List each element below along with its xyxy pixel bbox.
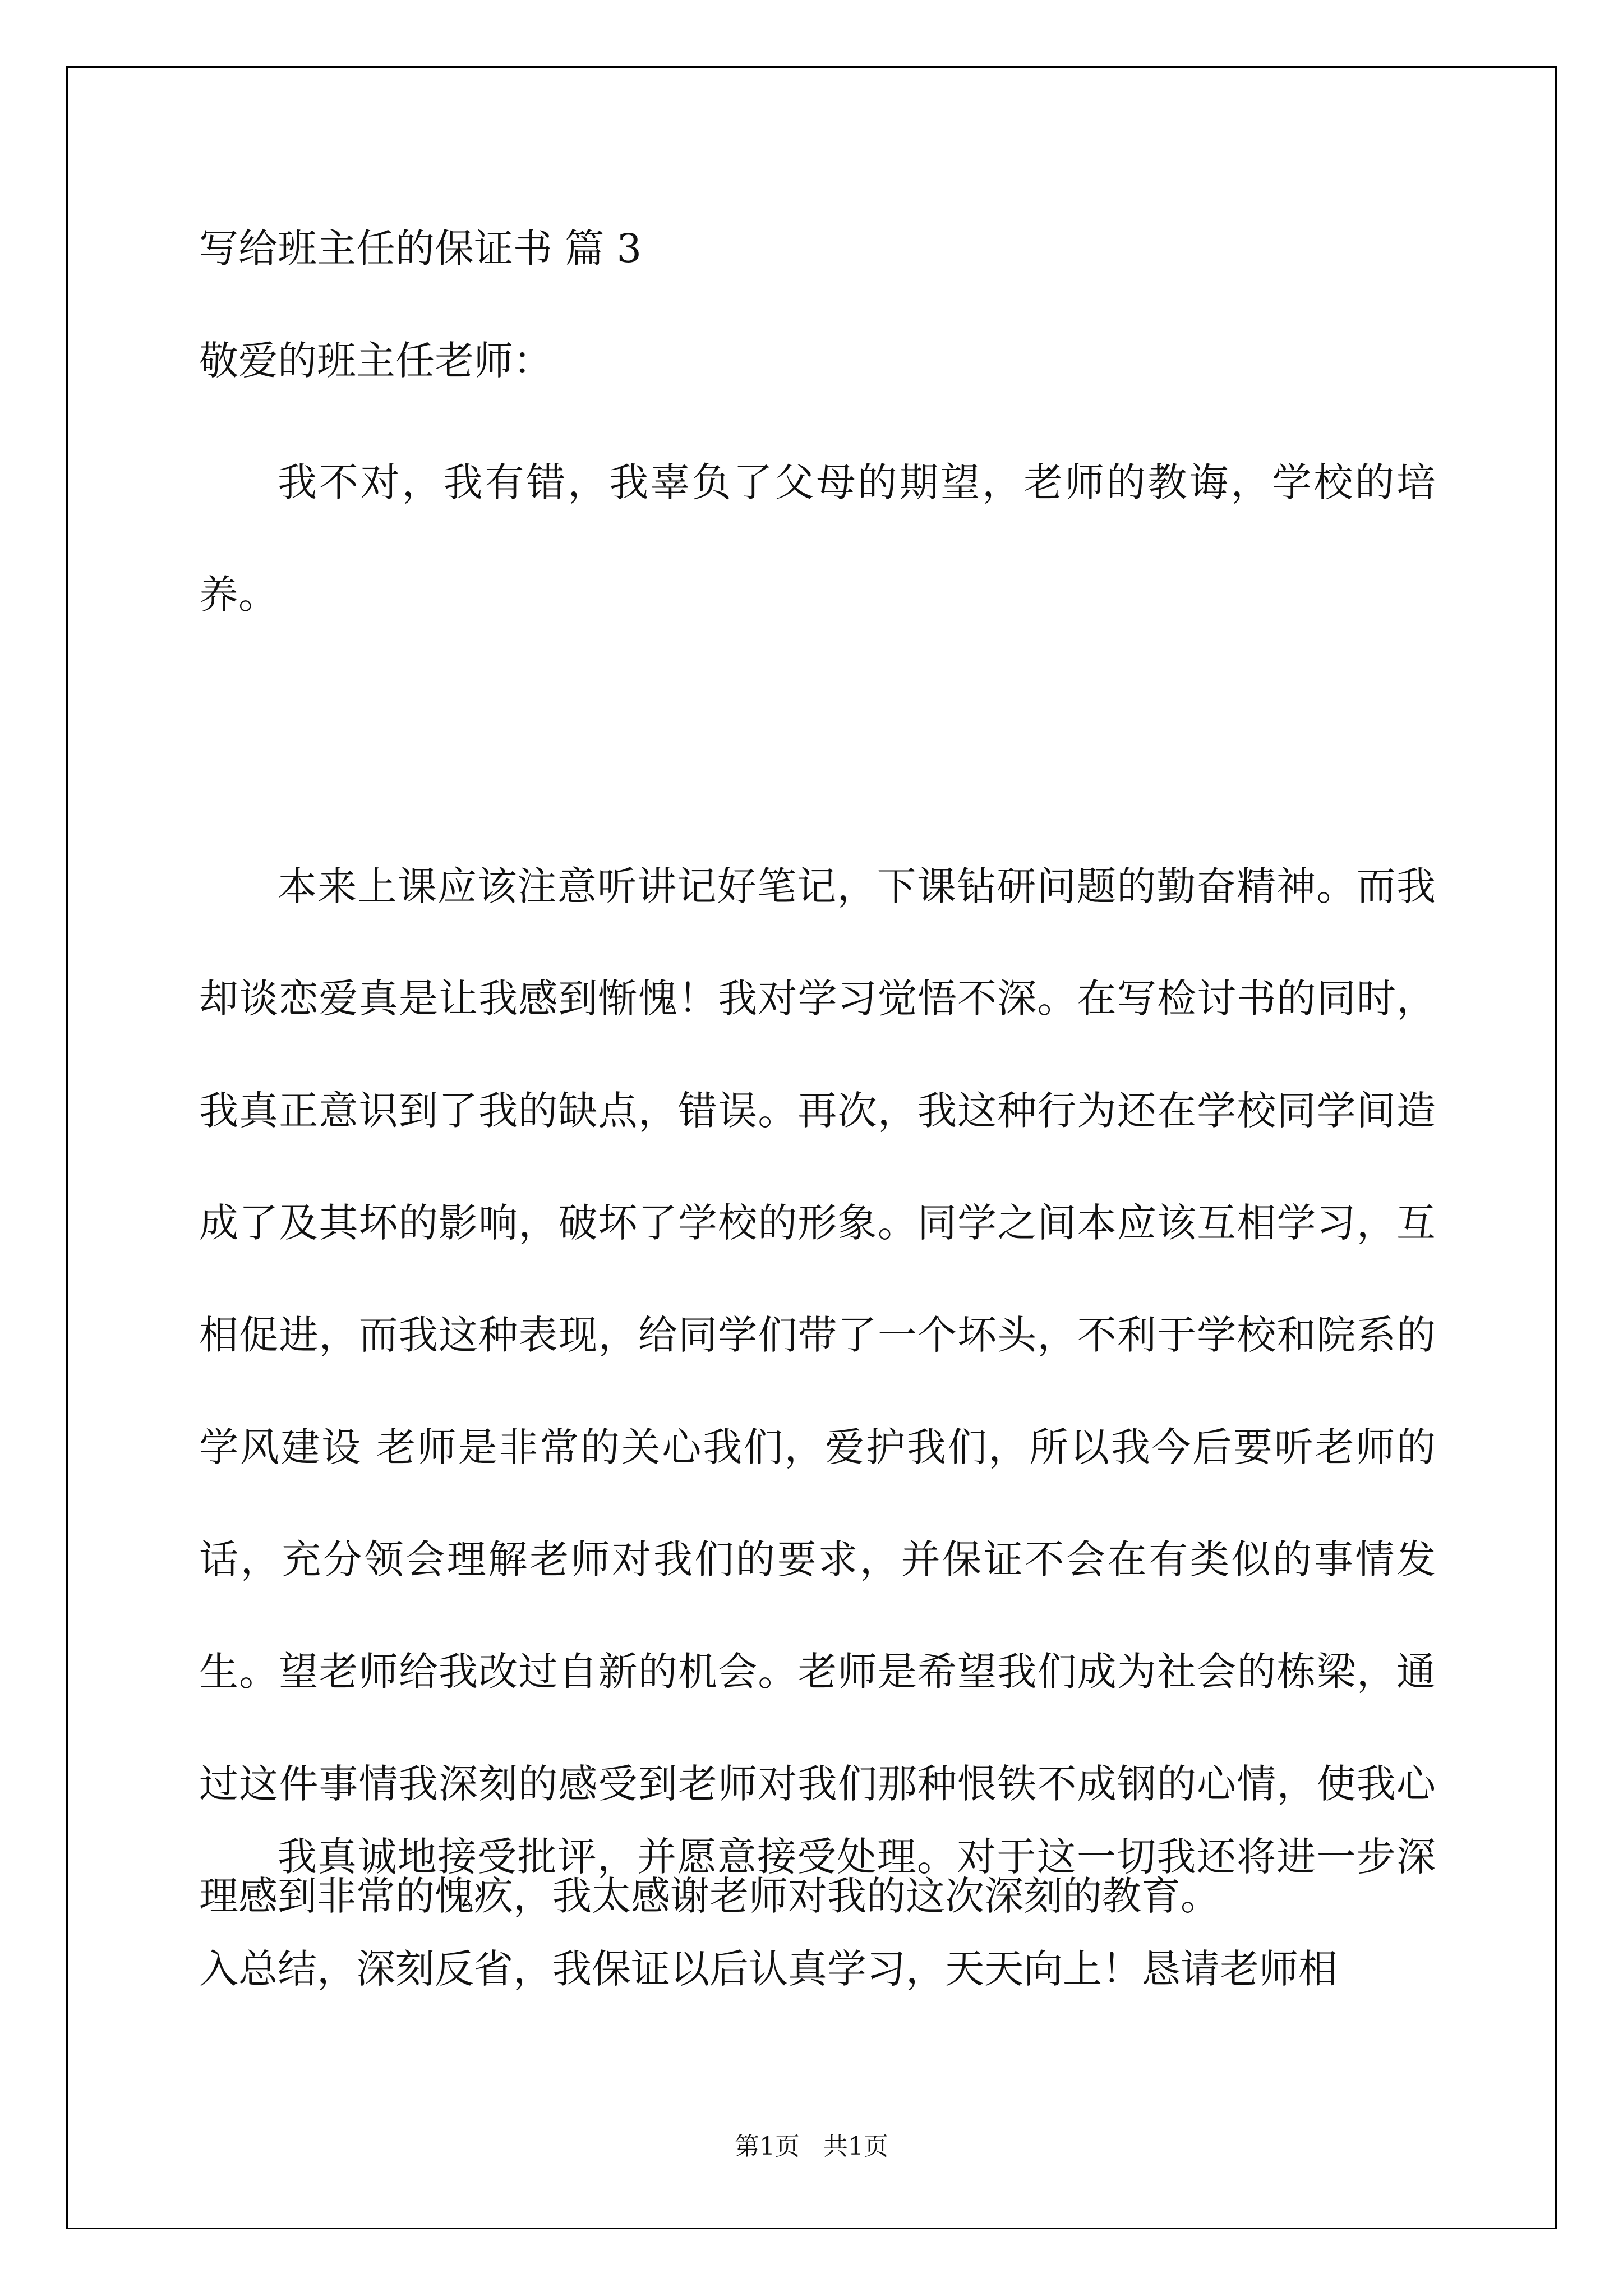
paragraph-1: 我不对，我有错，我辜负了父母的期望，老师的教诲，学校的培养。	[199, 459, 1436, 618]
document-title: 写给班主任的保证书 篇 3	[199, 226, 642, 272]
paragraph-3: 我真诚地接受批评，并愿意接受处理。对于这一切我还将进一步深入总结，深刻反省，我保证以后认真学习，天天向上！恳请老师相	[199, 1834, 1436, 1992]
page-footer: 第1页 共1页	[735, 2132, 888, 2161]
paragraph-2: 本来上课应该注意听讲记好笔记，下课钻研问题的勤奋精神。而我却谈恋爱真是让我感到惭愧！我对学习觉悟不深。在写检讨书的同时，我真正意识到了我的缺点，错误。再次，我这种行为还在学校同学间造成了及其坏的影响，破坏了学校的形象。同学之间本应该互相学习，互相促进，而我这种表现，给同学们带了一个坏头，不利于学校和院系的学风建设 老师是非常的关心我们，爱护我们，所以我今后要听老师的话，充分领会理解老师对我们的要求，并保证不会在有类似的事情发生。望老师给我改过自新的机会。老师是希望我们成为社会的栋梁，通过这件事情我深刻的感受到老师对我们那种恨铁不成钢的心情，使我心理感到非常的愧疚，我太感谢老师对我的这次深刻的教育。	[199, 863, 1436, 1919]
salutation: 敬爱的班主任老师：	[199, 338, 552, 384]
